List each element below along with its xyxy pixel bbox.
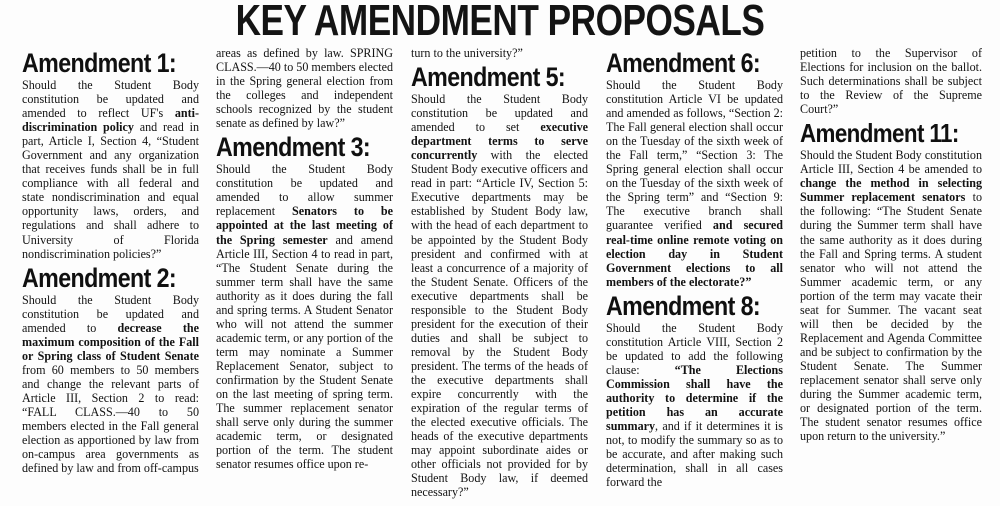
- column-4: [606, 46, 783, 504]
- emphasis-text: Senators to be appointed at the last meeting of the Spring semester: [216, 204, 393, 247]
- body-text: areas as defined by law. SPRING CLASS.—40 to 50 members elected in the Spring general election from the colleges and independent schools recognized by the student senate as defined by law?”: [216, 46, 393, 131]
- body-text: , and if it determines it is not, to modify the summary so as to be accurate, and after making such determination, shall in all cases forward the: [606, 419, 783, 490]
- emphasis-text: change the method in selecting Summer replacement senators: [800, 176, 982, 205]
- amendment-3-heading: Amendment 3:: [216, 132, 371, 163]
- emphasis-text: “The Elections Commission shall have the authority to determine if the petition has an accurate summary: [606, 362, 783, 434]
- amendment-6-body: [606, 78, 783, 289]
- amendment-2-heading: Amendment 2:: [22, 262, 177, 293]
- emphasis-text: executive department terms to serve concurrently: [411, 120, 588, 163]
- body-text: Should the Student Body constitution Article VI be updated and amended as follows, “Section 2: The Fall general election shall occur on the Tuesday of the sixth week of the Fall term,” “Section 3: The Spring general election shall occur on the Tuesday of the sixth week of the Spring term” and “Section 9: The executive branch shall guarantee verified: [606, 78, 783, 233]
- amendment-8-body-continued: [800, 46, 982, 116]
- emphasis-text: and secured real-time online remote voting on election day in Student Government elections to all members of the electorate?”: [606, 218, 783, 289]
- body-text: turn to the university?”: [411, 46, 523, 60]
- column-3: [411, 46, 588, 504]
- emphasis-text: anti-discrimination policy: [22, 106, 199, 135]
- body-text: petition to the Supervisor of Elections for inclusion on the ballot. Such determinations shall be subject to the Review of the Supreme Court?”: [800, 46, 982, 117]
- amendment-3-body-continued: [411, 46, 588, 60]
- column-1: [22, 46, 199, 504]
- page-headline: KEY AMENDMENT PROPOSALS: [235, 0, 765, 45]
- body-text: with the elected Student Body executive officers and read in part: “Article IV, Section 5: Executive departments may be established by Student Body law, with the head of each department to be appointed by the Student Body president and confirmed with at least a concurrence of a majority of the Student Senate. Officers of the executive departments shall be responsible to the Student Body president for the execution of their duties and shall be subject to removal by the Student Body president. The terms of the heads of the executive departments shall expire concurrently with the expiration of the regular terms of the elected executive officials. The heads of the executive departments may appoint subordinate aides or other officials not provided for by Student Body law, if deemed necessary?”: [411, 148, 588, 500]
- body-text: and read in part, Article I, Section 4, “Student Government and any organization that receives funds shall be in full compliance with all federal and state nondiscrimination and equal opportunity laws, orders, and regulations and shall adhere to University of Florida nondiscrimination policies?”: [22, 120, 199, 261]
- amendment-6-heading: Amendment 6:: [606, 48, 761, 78]
- body-text: Should the Student Body constitution be updated and amended to allow summer replacement: [216, 162, 393, 219]
- amendment-11-heading: Amendment 11:: [800, 118, 959, 149]
- body-text: Should the Student Body constitution be updated and amended to: [22, 292, 199, 335]
- amendment-11-body: [800, 148, 982, 443]
- amendment-5-body: [411, 92, 588, 499]
- amendment-1-heading: Amendment 1:: [22, 48, 177, 78]
- amendment-8-heading: Amendment 8:: [606, 290, 761, 321]
- column-2: [216, 46, 393, 504]
- body-text: Should the Student Body constitution be updated and amended to reflect UF's: [22, 78, 199, 121]
- body-text: to the following: “The Student Senate during the Summer term shall have the same authority as it does during the Fall and Spring terms. A student senator who will not attend the Summer academic term, or any portion of the term may vacate their seat for Summer. The vacant seat will then be decided by the Replacement and Agenda Committee and be subject to confirmation by the Student Senate. The Summer replacement senator shall serve only during the Summer academic term, or designated portion of the term. The student senator resumes office upon return to the university.”: [800, 190, 982, 444]
- amendment-8-body: [606, 321, 783, 490]
- body-text: and amend Article III, Section 4 to read in part, “The Student Senate during the summer term shall have the same authority as it does during the fall and spring terms. A Student Senator who will not attend the summer academic term, or any portion of the term may nominate a Summer Replacement Senator, subject to confirmation by the Student Senate on the last meeting of spring term. The summer replacement senator shall serve only during the summer academic term, or designated portion of the term. The student senator resumes office upon re-: [216, 232, 393, 472]
- body-text: from 60 members to 50 members and change the relevant parts of Article III, Section 2 to read: “FALL CLASS.—40 to 50 members elected in the Fall general election as apportioned by law from on-campus area governments as defined by law and from off-campus: [22, 362, 199, 476]
- article-columns: [22, 46, 982, 504]
- amendment-2-body-continued: [216, 46, 393, 130]
- body-text: Should the Student Body constitution Article VIII, Section 2 be updated to add the following clause:: [606, 320, 783, 377]
- amendment-1-body: [22, 78, 199, 261]
- amendment-5-heading: Amendment 5:: [411, 62, 566, 93]
- body-text: Should the Student Body constitution be updated and amended to set: [411, 92, 588, 135]
- amendment-2-body: [22, 293, 199, 476]
- amendment-3-body: [216, 162, 393, 471]
- emphasis-text: decrease the maximum composition of the Fall or Spring class of Student Senate: [22, 320, 199, 363]
- column-5: [800, 46, 982, 504]
- body-text: Should the Student Body constitution Article III, Section 4 be amended to: [800, 148, 982, 177]
